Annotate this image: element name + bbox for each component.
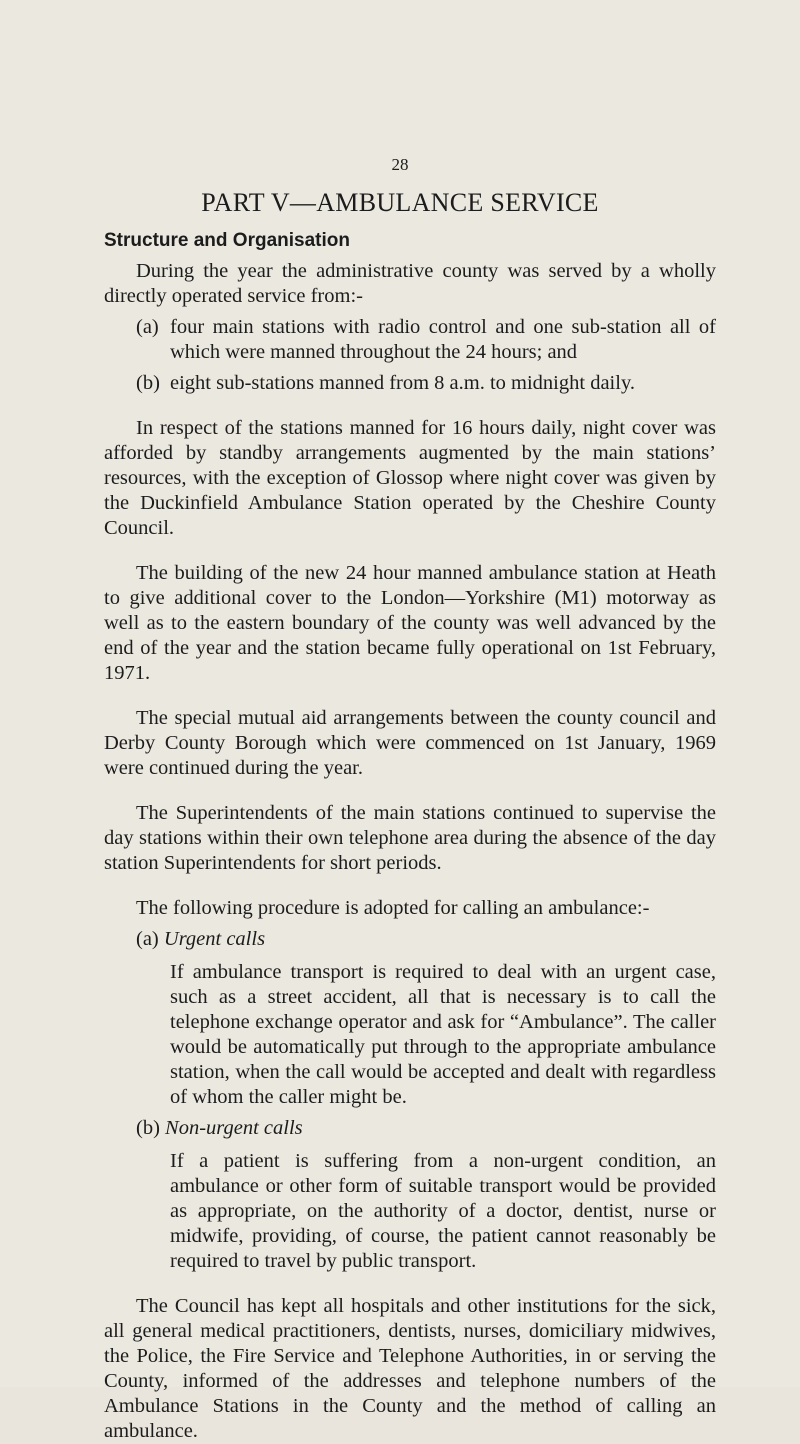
- non-urgent-heading-text: Non-urgent calls: [165, 1117, 303, 1139]
- list-marker: (b): [136, 372, 160, 394]
- urgent-calls-heading: [104, 927, 716, 952]
- non-urgent-calls-text: If a patient is suffering from a non-urgent condition, an ambulance or other form of suitable transport would be provided as appropriate, on the authority of a doctor, dentist, nurse or midwife, providing, of course, the patient cannot reasonably be required to travel by public transport.: [170, 1150, 716, 1272]
- section-heading: Structure and Organisation: [104, 230, 350, 251]
- intro-paragraph: During the year the administrative county was served by a wholly directly operated service from:-: [104, 260, 716, 307]
- non-urgent-marker: (b): [136, 1117, 160, 1139]
- paragraph-heath-station: The building of the new 24 hour manned ambulance station at Heath to give additional cover to the London—Yorkshire (M1) motorway as well as to the eastern boundary of the county was well advanced by the end of the year and the station became fully operational on 1st February, 1971.: [104, 562, 716, 684]
- list-item: [104, 371, 716, 396]
- list-item: [104, 315, 716, 365]
- closing-paragraph: The Council has kept all hospitals and other institutions for the sick, all general medical practitioners, dentists, nurses, domiciliary midwives, the Police, the Fire Service and Telephone Authorities, in or serving the County, informed of the addresses and telephone numbers of the Ambulance Stations in the County and the method of calling an ambulance.: [104, 1295, 716, 1442]
- list-item-text: four main stations with radio control and one sub-station all of which were manned throughout the 24 hours; and: [170, 316, 716, 363]
- non-urgent-calls-heading: [104, 1116, 716, 1141]
- page-content: [104, 228, 716, 1444]
- urgent-heading-text: Urgent calls: [163, 928, 266, 950]
- part-title: PART V—AMBULANCE SERVICE: [201, 188, 599, 217]
- list-item-text: eight sub-stations manned from 8 a.m. to midnight daily.: [170, 372, 635, 394]
- urgent-marker: (a): [136, 928, 159, 950]
- urgent-calls-text: If ambulance transport is required to deal with an urgent case, such as a street accident, all that is necessary is to call the telephone exchange operator and ask for “Ambulance”. The caller would be automatically put through to the appropriate ambulance station, when the call would be accepted and dealt with regardless of whom the caller might be.: [170, 961, 716, 1108]
- paragraph-superintendents: The Superintendents of the main stations continued to supervise the day stations within their own telephone area during the absence of the day station Superintendents for short periods.: [104, 802, 716, 874]
- paragraph-night-cover: In respect of the stations manned for 16 hours daily, night cover was afforded by standby arrangements augmented by the main stations’ resources, with the exception of Glossop where night cover was given by the Duckinfield Ambulance Station operated by the Cheshire County Council.: [104, 417, 716, 539]
- procedure-intro: The following procedure is adopted for calling an ambulance:-: [136, 897, 650, 919]
- list-marker: (a): [136, 316, 159, 338]
- paragraph-mutual-aid: The special mutual aid arrangements between the county council and Derby County Borough which were commenced on 1st January, 1969 were continued during the year.: [104, 707, 716, 779]
- page-number: 28: [391, 155, 409, 174]
